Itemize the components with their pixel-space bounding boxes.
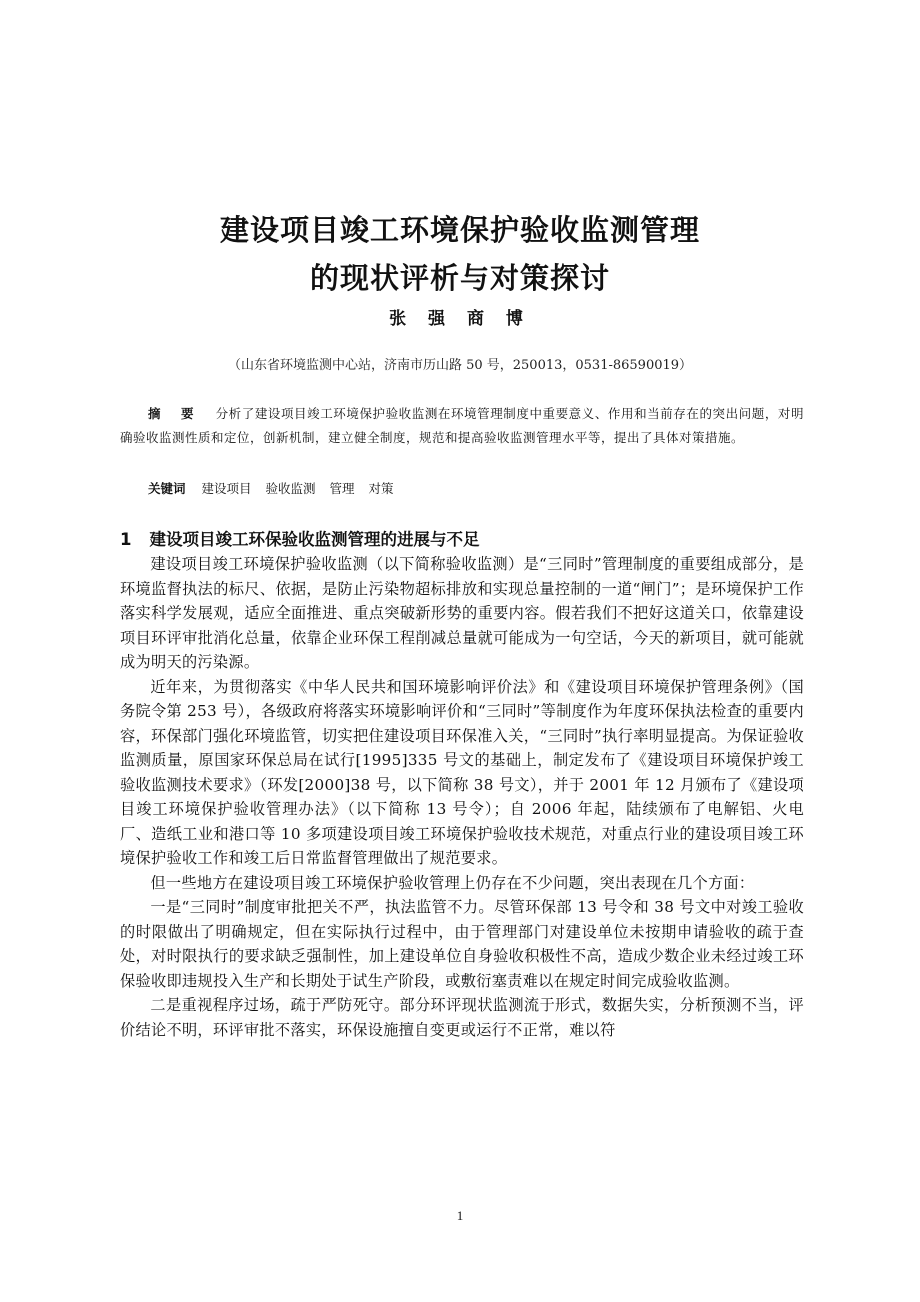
authors: 张 强 商 博 [389, 309, 531, 329]
body-paragraph: 建设项目竣工环境保护验收监测（以下简称验收监测）是“三同时”管理制度的重要组成部分，是环境监督执法的标尺、依据，是防止污染物超标排放和实现总量控制的一道“闸门”；是环境保护工作落实科学发展观，适应全面推进、重点突破新形势的重要内容。假若我们不把好这道关口，依靠建设项目环评审批消化总量，依靠企业环保工程削减总量就可能成为一句空话，今天的新项目，就可能就成为明天的污染源。 [120, 555, 804, 671]
body-paragraph: 但一些地方在建设项目竣工环境保护验收管理上仍存在不少问题，突出表现在几个方面： [150, 873, 755, 892]
section-title: 建设项目竣工环保验收监测管理的进展与不足 [149, 530, 480, 549]
body-paragraph: 二是重视程序过场，疏于严防死守。部分环评现状监测流于形式，数据失实，分析预测不当，评价结论不明，环评审批不落实，环保设施擅自变更或运行不正常，难以符 [120, 996, 804, 1039]
abstract-text: 分析了建设项目竣工环境保护验收监测在环境管理制度中重要意义、作用和当前存在的突出问题，对明确验收监测性质和定位，创新机制，建立健全制度，规范和提高验收监测管理水平等，提出了具体对策措施。 [120, 406, 804, 445]
affiliation: （山东省环境监测中心站，济南市历山路 50 号，250013，0531-86590019） [227, 358, 693, 373]
section-number: 1 [120, 530, 132, 549]
abstract-label: 摘 要 [148, 406, 202, 421]
keyword: 对策 [368, 481, 394, 496]
paper-title-line-1: 建设项目竣工环境保护验收监测管理 [219, 213, 700, 247]
keyword: 验收监测 [265, 481, 316, 496]
body-paragraph: 近年来，为贯彻落实《中华人民共和国环境影响评价法》和《建设项目环境保护管理条例》（国务院令第 253 号），各级政府将落实环境影响评价和“三同时”等制度作为年度环保执法检查的重要内容，环保部门强化环境监管，切实把住建设项目环保准入关，“三同时”执行率明显提高。为保证验收监测质量，原国家环保总局在试行[1995]335 号文的基础上，制定发布了《建设项目环境保护竣工验收监测技术要求》（环发[2000]38 号，以下简称 38 号文），并于 2001 年 12 月颁布了《建设项目竣工环境保护验收管理办法》（以下简称 13 号令）；自 2006 年起，陆续颁布了电解铝、火电厂、造纸工业和港口等 10 多项建设项目竣工环境保护验收技术规范，对重点行业的建设项目竣工环境保护验收工作和竣工后日常监督管理做出了规范要求。 [120, 677, 804, 867]
page-number: 1 [456, 1208, 464, 1223]
section-body [120, 552, 804, 1042]
body-paragraph: 一是“三同时”制度审批把关不严，执法监管不力。尽管环保部 13 号令和 38 号文中对竣工验收的时限做出了明确规定，但在实际执行过程中，由于管理部门对建设单位未按期申请验收的疏于查处，对时限执行的要求缺乏强制性，加上建设单位自身验收积极性不高，造成少数企业未经过竣工环保验收即违规投入生产和长期处于试生产阶段，或敷衍塞责难以在规定时间完成验收监测。 [120, 898, 804, 990]
keyword: 管理 [329, 481, 355, 496]
keyword: 建设项目 [201, 481, 252, 496]
abstract [120, 402, 804, 450]
paper-title-line-2: 的现状评析与对策探讨 [309, 261, 610, 295]
section-heading [120, 526, 804, 550]
keywords [148, 478, 804, 500]
keywords-label: 关键词 [148, 481, 186, 496]
